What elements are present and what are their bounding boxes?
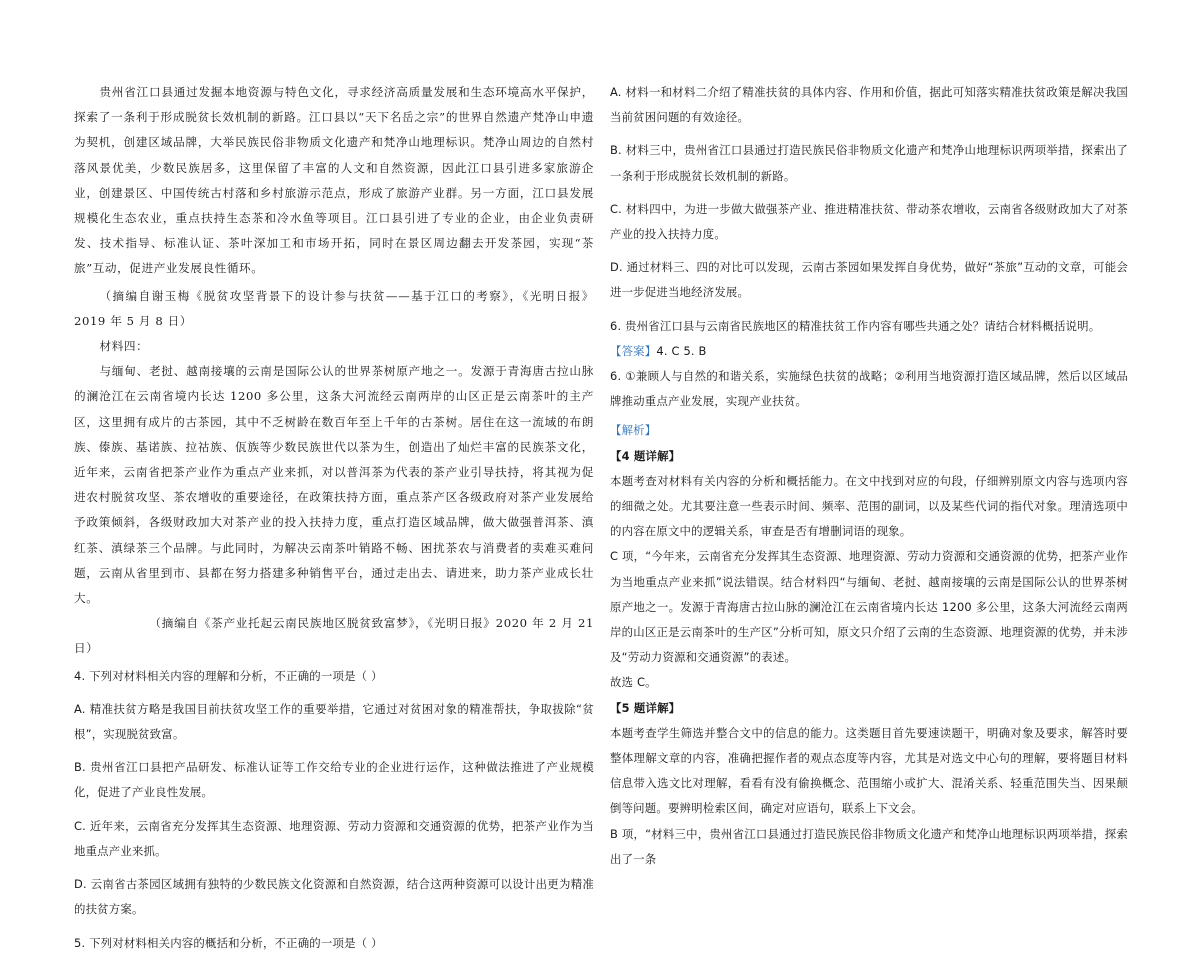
analysis-tag: 【解析】 (610, 423, 657, 438)
answer-tag: 【答案】 (610, 343, 657, 358)
question-4-heading: 【4 题详解】 (610, 448, 681, 463)
material-four-passage: 与缅甸、老挝、越南接壤的云南是国际公认的世界茶树原产地之一。发源于青海唐古拉山脉的澜沧江在云南省境内长达 1200 多公里，这条大河流经云南两岸的山区正是云南茶叶的主产区，这里拥有成片的古茶园，其中不乏树龄在数百年至上千年的古茶树。居住在这一流域的布朗族、傣族、基诺族、拉祜族、佤族等少数民族世代以茶为生，创造出了灿烂丰富的民族茶文化，近年来，云南省把茶产业作为重点产业来抓，对以普洱茶为代表的茶产业引导扶持，将其视为促进农村脱贫攻坚、茶农增收的重要途径，在政策扶持方面，重点茶产区各级政府对茶产业发展给予政策倾斜，各级财政加大对茶产业的投入扶持力度，重点打造区域品牌，做大做强普洱茶、滇红茶、滇绿茶三个品牌。与此同时，为解决云南茶叶销路不畅、困扰茶农与消费者的卖难买难问题，云南从省里到市、县都在努力搭建多种销售平台，通过走出去、请进来，助力茶产业成长壮大。 (74, 364, 594, 606)
question-5-option-d: D. 通过材料三、四的对比可以发现，云南古茶园如果发挥自身优势，做好“茶旅”互动的文章，可能会进一步促进当地经济发展。 (610, 260, 1128, 300)
question-5-option-b: B. 材料三中，贵州省江口县通过打造民族民俗非物质文化遗产和梵净山地理标识两项举措，探索出了一条利于形成脱贫长效机制的新路。 (610, 143, 1128, 183)
material-three-passage: 贵州省江口县通过发掘本地资源与特色文化，寻求经济高质量发展和生态环境高水平保护，探索了一条利于形成脱贫长效机制的新路。江口县以“天下名岳之宗”的世界自然遗产梵净山申遗为契机，创建区域品牌，大举民族民俗非物质文化遗产和梵净山地理标识。梵净山周边的自然村落风景优美，少数民族居多，这里保留了丰富的人文和自然资源，因此江口县引进多家旅游企业，创建景区、中国传统古村落和乡村旅游示范点，形成了旅游产业群。另一方面，江口县发展规模化生态农业，重点扶持生态茶和冷水鱼等项目。江口县引进了专业的企业，由企业负责研发、技术指导、标准认证、茶叶深加工和市场开拓，同时在景区周边翻去开发茶园，实现“茶旅”互动，促进产业发展良性循环。 (74, 85, 594, 276)
question-4-option-c: C. 近年来，云南省充分发挥其生态资源、地理资源、劳动力资源和交通资源的优势，把茶产业作为当地重点产业来抓。 (74, 818, 594, 858)
answer-text: 4. C 5. B (656, 343, 707, 358)
question-5-option-c: C. 材料四中，为进一步做大做强茶产业、推进精准扶贫、带动茶农增收，云南省各级财政加大了对茶产业的投入扶持力度。 (610, 201, 1128, 242)
answer-line (610, 339, 1128, 364)
answer-6: 6. ①兼顾人与自然的和谐关系，实施绿色扶贫的战略；②利用当地资源打造区域品牌，然后以区域品牌推动重点产业发展，实现产业扶贫。 (610, 369, 1128, 409)
material-four-title: 材料四： (99, 339, 149, 354)
question-4-option-b: B. 贵州省江口县把产品研发、标准认证等工作交给专业的企业进行运作，这种做法推进了产业规模化，促进了产业良性发展。 (74, 760, 594, 800)
question-4-option-a: A. 精准扶贫方略是我国目前扶贫攻坚工作的重要举措，它通过对贫困对象的精准帮扶，争取拔除“贫根”，实现脱贫致富。 (74, 701, 594, 742)
question-5-explanation: 本题考查学生筛选并整合文中的信息的能力。这类题目首先要速读题干，明确对象及要求，解答时要整体理解文章的内容，准确把握作者的观点态度等内容，尤其是对选文中心句的理解，要将题目材料信息带入选文比对理解，看看有没有偷换概念、范围缩小或扩大、混淆关系、轻重范围失当、因果颠倒等问题。要辨明检索区间，确定对应语句，联系上下文会。 (610, 725, 1128, 816)
left-column (74, 80, 594, 956)
question-5-heading: 【5 题详解】 (610, 700, 681, 715)
question-5-option-b-analysis: B 项，“材料三中，贵州省江口县通过打造民族民俗非物质文化遗产和梵净山地理标识两项举措，探索出了一条 (610, 826, 1128, 866)
question-6: 6. 贵州省江口县与云南省民族地区的精准扶贫工作内容有哪些共通之处？请结合材料概括说明。 (610, 318, 1101, 333)
question-4-option-c-analysis: C 项，“今年来，云南省充分发挥其生态资源、地理资源、劳动力资源和交通资源的优势，把茶产业作为当地重点产业来抓”说法错误。结合材料四“与缅甸、老挝、越南接壤的云南是国际公认的世界茶树原产地之一。发源于青海唐古拉山脉的澜沧江在云南省境内长达 1200 多公里，这条大河流经云南两岸的山区正是云南茶叶的生产区”分析可知，原文只介绍了云南的生态资源、地理资源的优势，并未涉及“劳动力资源和交通资源”的表述。 (610, 549, 1128, 665)
material-four-source: （摘编自《茶产业托起云南民族地区脱贫致富梦》，《光明日报》2020 年 2 月 21 日） (74, 616, 594, 656)
material-three-source: （摘编自谢玉梅《脱贫攻坚背景下的设计参与扶贫——基于江口的考察》，《光明日报》2019 年 5 月 8 日） (74, 288, 594, 328)
question-4-conclusion: 故选 C。 (610, 675, 657, 690)
right-column (610, 80, 1128, 872)
question-5: 5. 下列对材料相关内容的概括和分析，不正确的一项是（ ） (74, 935, 383, 950)
question-5-option-a: A. 材料一和材料二介绍了精准扶贫的具体内容、作用和价值，据此可知落实精准扶贫政策是解决我国当前贫困问题的有效途径。 (610, 85, 1128, 125)
question-4: 4. 下列对材料相关内容的理解和分析，不正确的一项是（ ） (74, 668, 383, 683)
question-4-option-d: D. 云南省古茶园区域拥有独特的少数民族文化资源和自然资源，结合这两种资源可以设计出更为精准的扶贫方案。 (74, 877, 594, 917)
question-4-explanation: 本题考查对材料有关内容的分析和概括能力。在文中找到对应的句段，仔细辨别原文内容与选项内容的细微之处。尤其要注意一些表示时间、频率、范围的副词，以及某些代词的指代对象。理清选项中的内容在原文中的逻辑关系，审查是否有增删词语的现象。 (610, 473, 1128, 539)
